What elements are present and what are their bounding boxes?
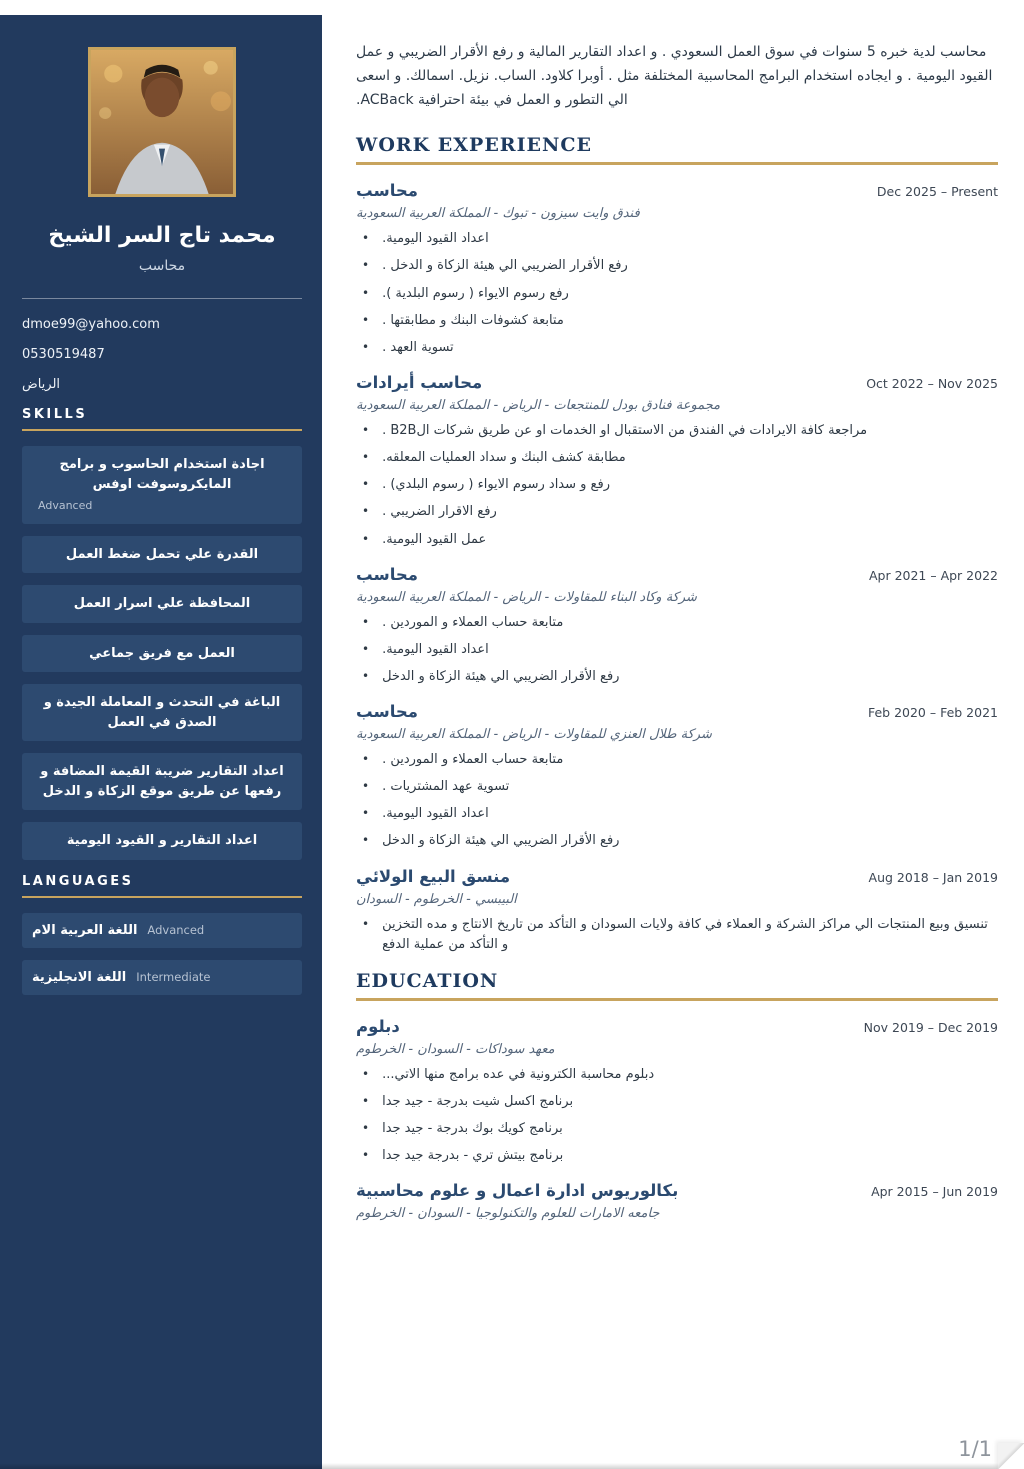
- education-bullet-text: برنامج بيتش تري - بدرجة جيد جدا: [382, 1148, 564, 1164]
- job-organization: فندق وايت سيزون - تبوك - المملكة العربية السعودية: [356, 206, 640, 222]
- job-bullet-list: [356, 750, 998, 852]
- skill-label: اعداد التقارير ضريبة القيمة المضافة و رفعها عن طريق موقع الزكاة و الدخل: [40, 764, 284, 799]
- job-entry: [356, 867, 998, 955]
- job-bullet: [356, 750, 998, 770]
- bullet-dot-icon: •: [362, 1121, 370, 1136]
- bullet-dot-icon: •: [362, 339, 370, 354]
- education-organization: جامعه الامارات للعلوم والتكنولوجيا - السودان - الخرطوم: [356, 1206, 660, 1222]
- job-bullet: [356, 338, 998, 358]
- skill-label: اجادة استخدام الحاسوب و برامج المايكروسوفت اوفس: [59, 457, 265, 492]
- job-bullet: [356, 530, 998, 550]
- job-organization: البيبسي - الخرطوم - السودان: [356, 891, 517, 907]
- city: الرياض: [22, 377, 61, 392]
- skill-level: Advanced: [38, 499, 93, 512]
- page-bottom-edge: [0, 1463, 1024, 1469]
- education-underline: [356, 998, 998, 1001]
- language-label: اللغة الانجليزية: [32, 969, 127, 985]
- job-bullet-text: متابعة حساب العملاء و الموردين .: [382, 752, 564, 768]
- job-bullet-text: تنسيق وبيع المنتجات الي مراكز الشركة و العملاء في كافة ولايات السودان و التأكد من تاريخ الانتاج و مده التخزين و التأكد من عملية الدفع: [382, 916, 988, 952]
- job-bullet: [356, 831, 998, 851]
- education-bullet-list: [356, 1065, 998, 1167]
- job-bullet: [356, 804, 998, 824]
- languages-underline: [22, 896, 302, 898]
- education-header: EDUCATION: [356, 969, 499, 992]
- skill-item: [22, 684, 302, 741]
- language-level: Advanced: [147, 922, 205, 937]
- job-bullet: [356, 311, 998, 331]
- languages-list: [22, 913, 302, 995]
- job-bullet-text: رفع الاقرار الضريبي .: [382, 504, 497, 520]
- language-item: [22, 913, 302, 948]
- job-bullet-text: عمل القيود اليومية.: [382, 531, 487, 547]
- page-corner-curl: [998, 1443, 1024, 1469]
- bullet-dot-icon: •: [362, 312, 370, 327]
- job-entry-head: [356, 181, 998, 200]
- job-title: محاسب: [356, 702, 418, 722]
- main-content: [356, 40, 998, 1236]
- bullet-dot-icon: •: [362, 504, 370, 519]
- education-organization: معهد سوداكات - السودان - الخرطوم: [356, 1041, 555, 1057]
- job-bullet: [356, 256, 998, 276]
- job-bullet-text: رفع رسوم الايواء ( رسوم البلدية ).: [382, 285, 569, 301]
- job-organization: مجموعة فنادق بودل للمنتجعات - الرياض - المملكة العربية السعودية: [356, 397, 721, 413]
- language-label: اللغة العربية الام: [32, 922, 138, 938]
- job-title: محاسب أيرادات: [356, 372, 483, 392]
- bullet-dot-icon: •: [362, 641, 370, 656]
- work-experience-header: WORK EXPERIENCE: [356, 134, 592, 157]
- job-bullet: [356, 613, 998, 633]
- skill-item: [22, 753, 302, 810]
- job-bullet-text: متابعة كشوفات البنك و مطابقتها .: [382, 312, 564, 328]
- education-dates: Nov 2019 – Dec 2019: [863, 1019, 998, 1035]
- education-bullet: [356, 1065, 998, 1085]
- language-level: Intermediate: [136, 969, 211, 984]
- profile-photo: [88, 47, 236, 197]
- education-bullet-text: دبلوم محاسبة الكترونية في عده برامج منها الاتي...: [382, 1066, 655, 1082]
- skill-label: الباغة في التحدث و المعاملة الجيدة و الصدق في العمل: [43, 695, 281, 730]
- job-bullet-text: اعداد القيود اليومية.: [382, 231, 489, 247]
- job-entry: [356, 702, 998, 852]
- job-bullet: [356, 475, 998, 495]
- language-item: [22, 960, 302, 995]
- bullet-dot-icon: •: [362, 285, 370, 300]
- job-bullet: [356, 284, 998, 304]
- job-entry-head: [356, 702, 998, 721]
- job-bullet: [356, 667, 998, 687]
- job-bullet-text: رفع الأقرار الضريبي الي هيئة الزكاة و الدخل: [382, 833, 620, 849]
- job-entry: [356, 565, 998, 687]
- bullet-dot-icon: •: [362, 668, 370, 683]
- education-bullet: [356, 1119, 998, 1139]
- education-dates: Apr 2015 – Jun 2019: [871, 1184, 998, 1200]
- sidebar: [0, 15, 322, 1469]
- education-entry-head: [356, 1017, 998, 1036]
- skill-label: اعداد التقارير و القيود اليومية: [66, 833, 258, 848]
- bullet-dot-icon: •: [362, 806, 370, 821]
- skills-list: [22, 446, 302, 860]
- job-bullet-text: اعداد القيود اليومية.: [382, 806, 489, 822]
- skill-item: [22, 446, 302, 524]
- job-bullet-list: [356, 229, 998, 358]
- bullet-dot-icon: •: [362, 1148, 370, 1163]
- job-dates: Aug 2018 – Jan 2019: [868, 869, 998, 885]
- job-entry: [356, 181, 998, 358]
- bullet-dot-icon: •: [362, 833, 370, 848]
- skills-header: SKILLS: [22, 407, 88, 422]
- skills-underline: [22, 429, 302, 431]
- education-entry-head: [356, 1181, 998, 1200]
- bullet-dot-icon: •: [362, 258, 370, 273]
- email: dmoe99@yahoo.com: [22, 317, 160, 332]
- job-bullet-text: اعداد القيود اليومية.: [382, 641, 489, 657]
- job-bullet: [356, 915, 998, 955]
- job-bullet-text: رفع الأقرار الضريبي الي هيئة الزكاة و الدخل: [382, 668, 620, 684]
- education-entry: [356, 1181, 998, 1221]
- work-experience-underline: [356, 162, 998, 165]
- job-entry-head: [356, 867, 998, 886]
- skill-label: العمل مع فريق جماعي: [89, 645, 235, 661]
- job-dates: Apr 2021 – Apr 2022: [868, 567, 998, 583]
- phone: 0530519487: [22, 347, 105, 362]
- job-title: محاسب: [356, 564, 418, 584]
- job-bullet-text: مطابقة كشف البنك و سداد العمليات المعلقه.: [382, 450, 626, 466]
- job-entry: [356, 373, 998, 550]
- education-entry: [356, 1017, 998, 1167]
- education-list: [356, 1017, 998, 1222]
- person-job-title: محاسب: [138, 258, 186, 274]
- job-title: محاسب: [356, 181, 418, 201]
- bullet-dot-icon: •: [362, 422, 370, 437]
- page-indicator: 1/1: [958, 1437, 992, 1461]
- profile-photo-image: [91, 50, 233, 194]
- jobs-list: [356, 181, 998, 955]
- job-organization: شركة طلال العنزي للمقاولات - الرياض - المملكة العربية السعودية: [356, 727, 712, 743]
- job-bullet: [356, 502, 998, 522]
- job-bullet-list: [356, 613, 998, 687]
- education-bullet-text: برنامج كويك بوك بدرجة - جيد جدا: [382, 1121, 563, 1137]
- job-title: منسق البيع الولائي: [356, 866, 511, 886]
- languages-header: LANGUAGES: [22, 873, 134, 889]
- job-entry-head: [356, 565, 998, 584]
- bullet-dot-icon: •: [362, 752, 370, 767]
- job-bullet-text: تسوية عهد المشتريات .: [382, 779, 510, 795]
- bullet-dot-icon: •: [362, 231, 370, 246]
- job-dates: Feb 2020 – Feb 2021: [867, 705, 998, 721]
- bullet-dot-icon: •: [362, 1066, 370, 1081]
- skill-item: [22, 536, 302, 574]
- skill-item: [22, 635, 302, 673]
- job-bullet-text: متابعة حساب العملاء و الموردين .: [382, 614, 564, 630]
- job-bullet: [356, 448, 998, 468]
- job-bullet: [356, 421, 998, 441]
- education-bullet-text: برنامج اكسل شيت بدرجة - جيد جدا: [382, 1094, 574, 1110]
- job-bullet: [356, 777, 998, 797]
- sidebar-divider: [22, 298, 302, 299]
- job-bullet-text: رفع الأقرار الضريبي الي هيئة الزكاة و الدخل .: [382, 258, 628, 274]
- job-bullet-list: [356, 915, 998, 955]
- person-name: محمد تاج السر الشيخ: [48, 223, 276, 248]
- job-bullet-list: [356, 421, 998, 550]
- skill-item: [22, 585, 302, 623]
- bullet-dot-icon: •: [362, 450, 370, 465]
- bullet-dot-icon: •: [362, 531, 370, 546]
- job-bullet: [356, 229, 998, 249]
- job-dates: Oct 2022 – Nov 2025: [866, 375, 998, 391]
- job-bullet-text: تسوية العهد .: [382, 339, 454, 355]
- bullet-dot-icon: •: [362, 1094, 370, 1109]
- job-organization: شركة وكاد البناء للمقاولات - الرياض - المملكة العربية السعودية: [356, 589, 697, 605]
- education-title: بكالوريوس ادارة اعمال و علوم محاسبية: [356, 1181, 679, 1201]
- profile-summary: محاسب لدية خبره 5 سنوات في سوق العمل السعودي . و اعداد التقارير المالية و رفع الأقرار الضريبي و عمل القيود اليومية . و ايجاده استخدام البرامج المحاسبية المختلفة مثل . أوبرا كلاود. الساب. نزيل. اسمالك. و اسعى الي التطور و العمل في بيئة احترافية ACBack.: [356, 44, 993, 109]
- job-bullet-text: رفع و سداد رسوم الايواء ( رسوم البلدي) .: [382, 477, 610, 493]
- skill-item: [22, 822, 302, 860]
- job-entry-head: [356, 373, 998, 392]
- skill-label: المحافظة علي اسرار العمل: [73, 596, 251, 611]
- job-bullet-text: مراجعة كافة الايرادات في الفندق من الاستقبال او الخدمات او عن طريق شركات الB2B .: [382, 422, 868, 438]
- education-title: دبلوم: [356, 1016, 400, 1036]
- skill-label: القدرة علي تحمل ضغط العمل: [65, 546, 259, 562]
- education-bullet: [356, 1146, 998, 1166]
- bullet-dot-icon: •: [362, 779, 370, 794]
- bullet-dot-icon: •: [362, 477, 370, 492]
- bullet-dot-icon: •: [362, 916, 370, 931]
- job-bullet: [356, 640, 998, 660]
- education-bullet: [356, 1092, 998, 1112]
- job-dates: Dec 2025 – Present: [876, 184, 998, 200]
- bullet-dot-icon: •: [362, 614, 370, 629]
